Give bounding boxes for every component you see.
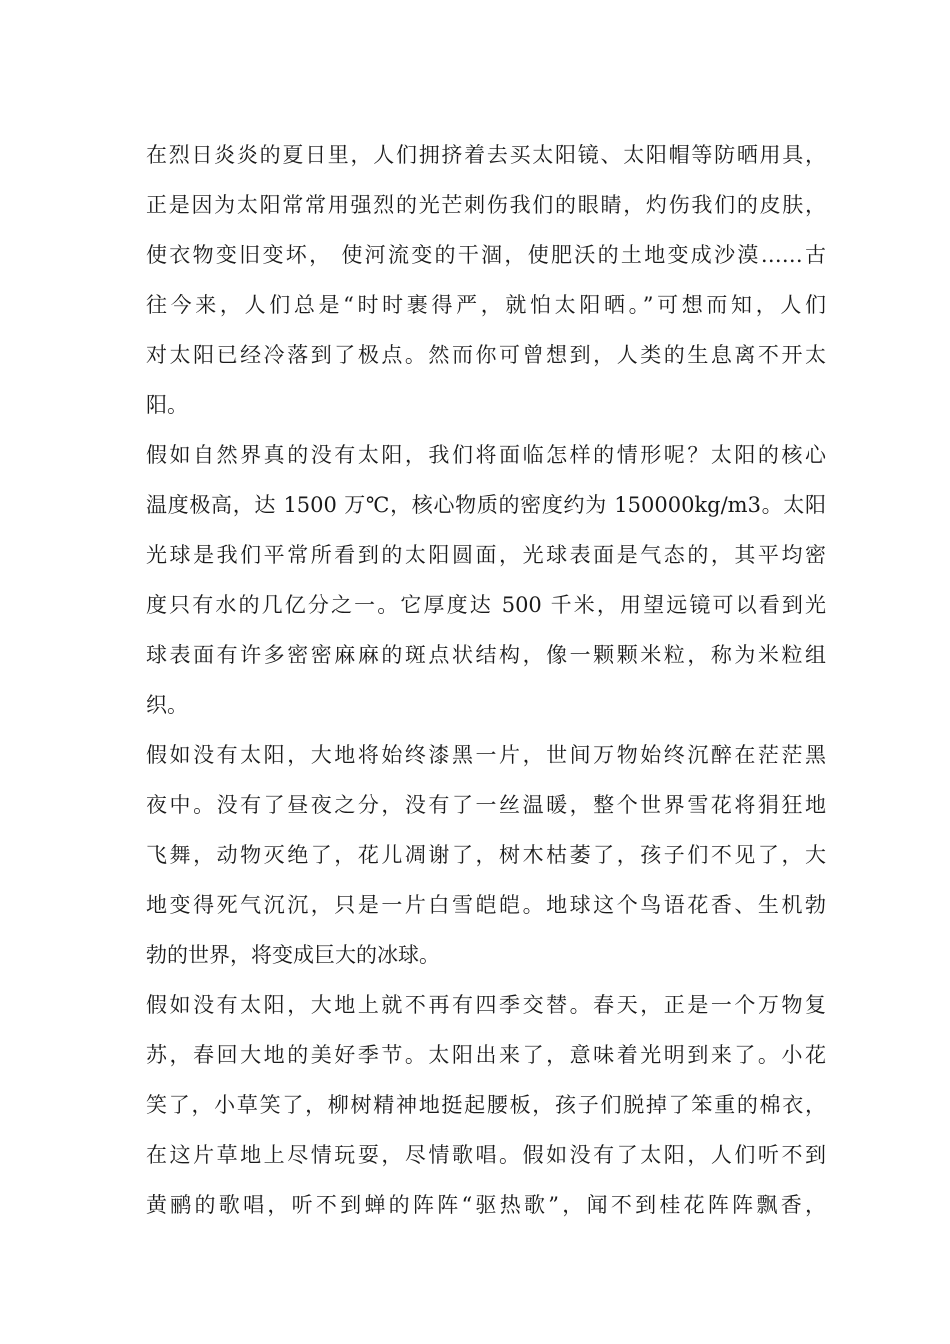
text-line: 正是因为太阳常常用强烈的光芒刺伤我们的眼睛，灼伤我们的皮肤， (146, 193, 826, 217)
text-line: 织。 (146, 693, 188, 717)
text-line: 阳。 (146, 393, 188, 417)
text-line: 黄鹂的歌唱，听不到蝉的阵阵“驱热歌”，闻不到桂花阵阵飘香， (146, 1193, 826, 1217)
text-line: 假如没有太阳，大地上就不再有四季交替。春天，正是一个万物复 (146, 993, 826, 1017)
text-line: 往今来，人们总是“时时裹得严，就怕太阳晒。”可想而知，人们 (146, 293, 826, 317)
text-line: 光球是我们平常所看到的太阳圆面，光球表面是气态的，其平均密 (146, 543, 826, 567)
text-line: 夜中。没有了昼夜之分，没有了一丝温暖，整个世界雪花将狷狂地 (146, 793, 826, 817)
text-line: 苏，春回大地的美好季节。太阳出来了，意味着光明到来了。小花 (146, 1043, 826, 1067)
document-body (146, 130, 826, 1230)
text-line: 在这片草地上尽情玩耍，尽情歌唱。假如没有了太阳，人们听不到 (146, 1143, 826, 1167)
text-line: 假如没有太阳，大地将始终漆黑一片，世间万物始终沉醉在茫茫黑 (146, 743, 826, 767)
text-line: 在烈日炎炎的夏日里，人们拥挤着去买太阳镜、太阳帽等防晒用具， (146, 143, 826, 167)
text-line: 使衣物变旧变坏， 使河流变的干涸，使肥沃的土地变成沙漠……古 (146, 243, 826, 267)
text-line: 球表面有许多密密麻麻的斑点状结构，像一颗颗米粒，称为米粒组 (146, 643, 826, 667)
paragraph-1 (146, 130, 826, 430)
text-line: 笑了，小草笑了，柳树精神地挺起腰板，孩子们脱掉了笨重的棉衣， (146, 1093, 826, 1117)
paragraph-2 (146, 430, 826, 730)
text-line: 飞舞，动物灭绝了，花儿凋谢了，树木枯萎了，孩子们不见了，大 (146, 843, 826, 867)
text-line: 勃的世界，将变成巨大的冰球。 (146, 943, 440, 967)
text-line: 对太阳已经冷落到了极点。然而你可曾想到，人类的生息离不开太 (146, 343, 826, 367)
text-line: 假如自然界真的没有太阳，我们将面临怎样的情形呢？太阳的核心 (146, 443, 826, 467)
text-line: 地变得死气沉沉，只是一片白雪皑皑。地球这个鸟语花香、生机勃 (146, 893, 826, 917)
paragraph-3 (146, 730, 826, 980)
paragraph-4 (146, 980, 826, 1230)
text-line: 度只有水的几亿分之一。它厚度达 500 千米，用望远镜可以看到光 (146, 593, 826, 617)
text-line: 温度极高，达 1500 万℃，核心物质的密度约为 150000kg/m3。太阳 (146, 493, 826, 517)
